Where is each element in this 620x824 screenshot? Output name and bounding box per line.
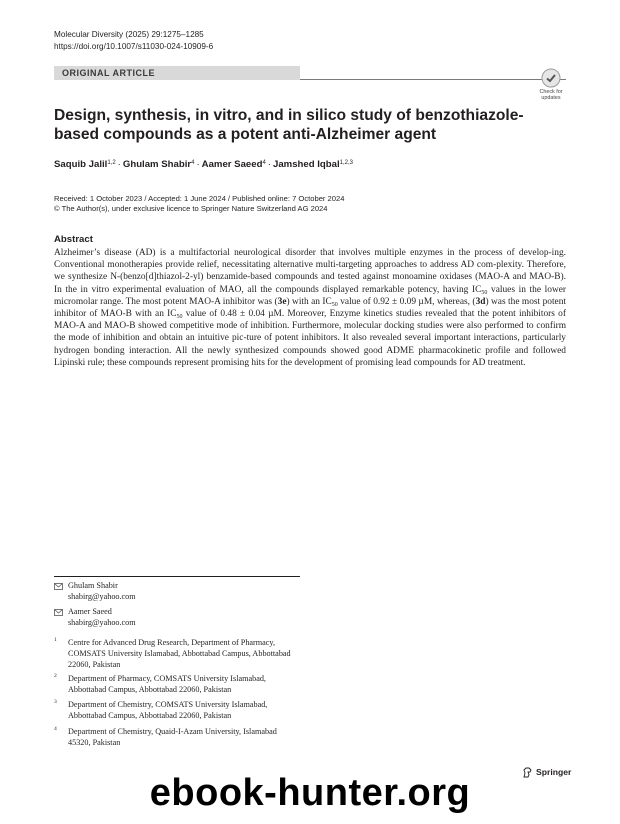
author-name[interactable]: Aamer Saeed xyxy=(201,159,263,170)
contact-name: Aamer Saeed xyxy=(68,607,112,616)
abstract-text: value of 0.48 ± 0.04 µM. Moreover, Enzyme kinetics studies revealed that the potent inhibitors of MAO-A and MAO-B showed competitive mode of inhibition. Furthermore, molecular docking studies were also performed to confirm the mode of inhibition and obtain an intuitive pic-ture of potent inhibitors. It also revealed several important interactions, particularly hydrogen bonding interaction. All the newly synthesized compounds showed good ADME pharmacokinetic profile and followed Lipinski rule; these compounds represent promising hits for the development of promising lead compounds for AD treatment. xyxy=(54,309,566,368)
check-updates-line1: Check for xyxy=(539,89,563,95)
contact-name: Ghulam Shabir xyxy=(68,581,118,590)
abstract-text: values in the lower micromolar range. The most potent MAO-A inhibitor was ( xyxy=(54,284,566,307)
footnote-rule xyxy=(54,576,300,577)
affiliation-number: 1 xyxy=(54,637,57,643)
abstract-heading: Abstract xyxy=(54,234,93,245)
affiliation-text: Department of Pharmacy, COMSATS University Islamabad, Abbottabad Campus, Abbottabad 22060, Pakistan xyxy=(68,674,266,694)
abstract-text: Alzheimer’s disease (AD) is a multifactorial neurological disorder that involves multiple enzymes in the process of develop-ing. Conventional monotherapies provide relief, necessitating alternative multi-targeting approaches to address AD com-plexity. Therefore, we synthesize N-(benzo[d]thiazol-2-yl) benzamide-based compounds and tested against monoamine oxidases (MAO-A and MAO-B). In the in vitro experimental evaluation of MAO, all the compounds displayed remarkable potency, having IC xyxy=(54,248,566,295)
affiliation-number: 3 xyxy=(54,699,57,705)
author-list xyxy=(54,159,353,172)
author-separator: · xyxy=(196,159,200,170)
publisher-name: Springer xyxy=(536,767,572,777)
affiliation-text: Centre for Advanced Drug Research, Department of Pharmacy, COMSATS University Islamabad, Abbottabad Campus, Abbottabad 22060, Pakistan xyxy=(68,638,291,669)
author-separator: · xyxy=(267,159,271,170)
abstract-subscript: 50 xyxy=(331,301,338,308)
affiliation-text: Department of Chemistry, COMSATS University Islamabad, Abbottabad Campus, Abbottabad 22060, Pakistan xyxy=(68,700,268,720)
envelope-icon xyxy=(54,583,63,590)
author-name[interactable]: Jamshed Iqbal xyxy=(273,159,340,170)
abstract-text: value of 0.92 ± 0.09 µM, whereas, ( xyxy=(337,296,476,307)
abstract-subscript: 50 xyxy=(481,289,488,296)
author-separator: · xyxy=(117,159,121,170)
check-updates-text xyxy=(536,89,566,101)
publication-dates xyxy=(54,194,344,214)
compound-label: 3d xyxy=(475,296,486,307)
dates-line: Received: 1 October 2023 / Accepted: 1 June 2024 / Published online: 7 October 2024 xyxy=(54,194,345,203)
contact-email[interactable]: shabirg@yahoo.com xyxy=(68,618,136,627)
header-rule xyxy=(300,79,566,80)
author-affiliation-ref: 1,2 xyxy=(107,160,116,166)
abstract-body xyxy=(54,247,566,369)
abstract-subscript: 50 xyxy=(176,314,183,321)
author-affiliation-ref: 1,2,3 xyxy=(339,160,354,166)
check-updates-line2: updates xyxy=(541,95,561,101)
author-name[interactable]: Saquib Jalil xyxy=(54,159,108,170)
copyright-line: © The Author(s), under exclusive licence to Springer Nature Switzerland AG 2024 xyxy=(54,204,328,213)
article-title: Design, synthesis, in vitro, and in silico study of benzothiazole-based compounds as a potent anti-Alzheimer agent xyxy=(54,107,524,143)
abstract-text: ) was the most potent inhibitor of MAO-B with an IC xyxy=(54,296,567,320)
abstract-text: ) with an IC xyxy=(286,296,332,307)
watermark: ebook-hunter.org xyxy=(149,772,471,814)
contact-email[interactable]: shabirg@yahoo.com xyxy=(68,592,136,601)
author-affiliation-ref: 4 xyxy=(191,160,195,166)
check-for-updates-badge[interactable] xyxy=(536,68,566,101)
author-affiliation-ref: 4 xyxy=(262,160,266,166)
affiliation-number: 4 xyxy=(54,726,57,732)
journal-citation: Molecular Diversity (2025) 29:1275–1285 xyxy=(54,30,204,39)
affiliation-text: Department of Chemistry, Quaid-I-Azam University, Islamabad 45320, Pakistan xyxy=(68,727,277,747)
doi-link[interactable]: https://doi.org/10.1007/s11030-024-10909-6 xyxy=(54,42,214,51)
check-updates-icon xyxy=(541,68,561,88)
compound-label: 3e xyxy=(277,296,287,307)
author-name[interactable]: Ghulam Shabir xyxy=(122,159,192,170)
article-type-bar xyxy=(54,66,300,80)
envelope-icon xyxy=(54,609,63,616)
article-type-label: ORIGINAL ARTICLE xyxy=(62,68,155,78)
affiliation-number: 2 xyxy=(54,673,57,679)
journal-header xyxy=(54,29,213,53)
